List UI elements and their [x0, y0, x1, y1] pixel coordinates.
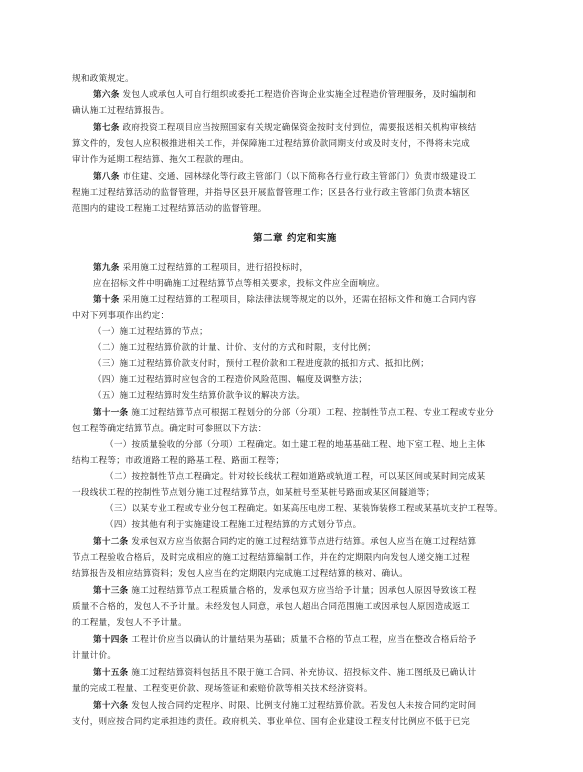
article-label: 第十四条: [93, 635, 129, 645]
article-8: 第八条 市住建、交通、园林绿化等行政主管部门（以下简称各行业行政主管部门）负责市级建设工: [93, 172, 477, 182]
text-line: 结算报告及相应结算资料；发包人应当在约定期限内完成施工过程结算的核对、确认。: [72, 569, 409, 579]
article-label: 第八条: [93, 172, 120, 182]
article-12: 第十二条 发承包双方应当依据合同约定的施工过程结算节点进行结算。承包人应当在施工过程结算: [93, 537, 477, 547]
article-label: 第十五条: [93, 668, 129, 678]
text-line: 质量不合格的，发包人不予计量。未经发包人同意，承包人超出合同范围施工或因承包人原因造成返工: [72, 602, 470, 612]
list-item: （三）以某专业工程或专业分包工程确定。如某高压电房工程、某装饰装修工程或某基坑支护工程等。: [105, 504, 503, 514]
list-item: （五）施工过程结算时发生结算价款争议的解决方法。: [93, 391, 306, 401]
text-line: 范围内的建设工程施工过程结算活动的监督管理。: [72, 204, 267, 214]
chapter-title: 第二章 约定和实施: [253, 233, 337, 244]
text-line: 结构工程等；市政道路工程的路基工程、路面工程等；: [72, 456, 285, 466]
list-item: （四）施工过程结算时应包含的工程造价风险范围、幅度及调整方法；: [93, 375, 368, 385]
text-line: 量的完成工程量、工程变更价款、现场签证和索赔价款等相关技术经济资料。: [72, 684, 373, 694]
list-item: （二）施工过程结算价款的计量、计价、支付的方式和时限，支付比例；: [93, 343, 377, 353]
article-16: 第十六条 发包人按合同约定程序、时限、比例支付施工过程结算价款。若发包人未按合同约定时间: [93, 701, 477, 711]
text-line: 中对下列事项作出约定：: [72, 311, 170, 321]
text-line: 包工程等确定结算节点。确定时可参照以下方法：: [72, 424, 267, 434]
text-line: 审计作为延期工程结算、拖欠工程款的理由。: [72, 155, 249, 165]
text-line: 支付，则应按合同约定承担违约责任。政府机关、事业单位、国有企业建设工程支付比例应不低于已完: [72, 717, 470, 727]
list-item: （一）施工过程结算的节点；: [93, 327, 208, 337]
list-item: （一）按质量验收的分部（分项）工程确定。如土建工程的地基基础工程、地下室工程、地上主体: [105, 440, 486, 450]
article-label: 第十条: [93, 295, 120, 305]
article-11: 第十一条 施工过程结算节点可根据工程划分的分部（分项）工程、控制性节点工程、专业工程或专业分: [93, 408, 494, 418]
text-line: 的工程量，发包人不予计量。: [72, 618, 187, 628]
article-label: 第九条: [93, 263, 120, 273]
text-line: 算文件的，发包人应积极推进相关工作，并保障施工过程结算价款同期支付或及时支付，不得将未完成: [72, 139, 470, 149]
text-line: 规和政策规定。: [72, 74, 134, 84]
list-item: （三）施工过程结算价款支付时，预付工程价款和工程进度款的抵扣方式、抵扣比例；: [93, 359, 430, 369]
article-10: 第十条 采用施工过程结算的工程项目，除法律法规等规定的以外，还需在招标文件和施工合同内容: [93, 295, 477, 305]
article-label: 第六条: [93, 90, 120, 100]
article-9: 第九条 采用施工过程结算的工程项目，进行招投标时，: [93, 263, 309, 273]
text-line: 节点工程验收合格后，及时完成相应的施工过程结算编制工作，并在约定期限内向发包人递交施工过程: [72, 553, 470, 563]
text-line: 程施工过程结算活动的监督管理，并指导区县开展监督管理工作；区县各行业行政主管部门负责本辖区: [72, 188, 470, 198]
article-label: 第十三条: [93, 586, 129, 596]
list-item: （四）按其他有利于实施建设工程施工过程结算的方式划分节点。: [105, 520, 362, 530]
article-label: 第七条: [93, 123, 120, 133]
text-line: 应在招标文件中明确施工过程结算节点等相关要求，投标文件应全面响应。: [93, 279, 385, 289]
text-line: 一段线状工程的控制性节点划分施工过程结算节点，如某桩号至某桩号路面或某区间隧道等；: [72, 488, 435, 498]
article-label: 第十一条: [93, 408, 129, 418]
text-line: 计量计价。: [72, 651, 117, 661]
article-15: 第十五条 施工过程结算资料包括且不限于施工合同、补充协议、招投标文件、施工图纸及已确认计: [93, 668, 477, 678]
article-13: 第十三条 施工过程结算节点工程质量合格的，发承包双方应当给予计量；因承包人原因导致该工程: [93, 586, 477, 596]
article-label: 第十二条: [93, 537, 129, 547]
article-label: 第十六条: [93, 701, 129, 711]
article-7: 第七条 政府投资工程项目应当按照国家有关规定确保资金按时支付到位，需要报送相关机构审核结: [93, 123, 477, 133]
article-6: 第六条 发包人或承包人可自行组织或委托工程造价咨询企业实施全过程造价管理服务，及时编制和: [93, 90, 477, 100]
text-line: 确认施工过程结算报告。: [72, 106, 170, 116]
list-item: （二）按控制性节点工程确定。针对较长线状工程如道路或轨道工程，可以某区间或某时间完成某: [105, 472, 486, 482]
article-14: 第十四条 工程计价应当以确认的计量结果为基础；质量不合格的节点工程，应当在整改合格后给予: [93, 635, 477, 645]
